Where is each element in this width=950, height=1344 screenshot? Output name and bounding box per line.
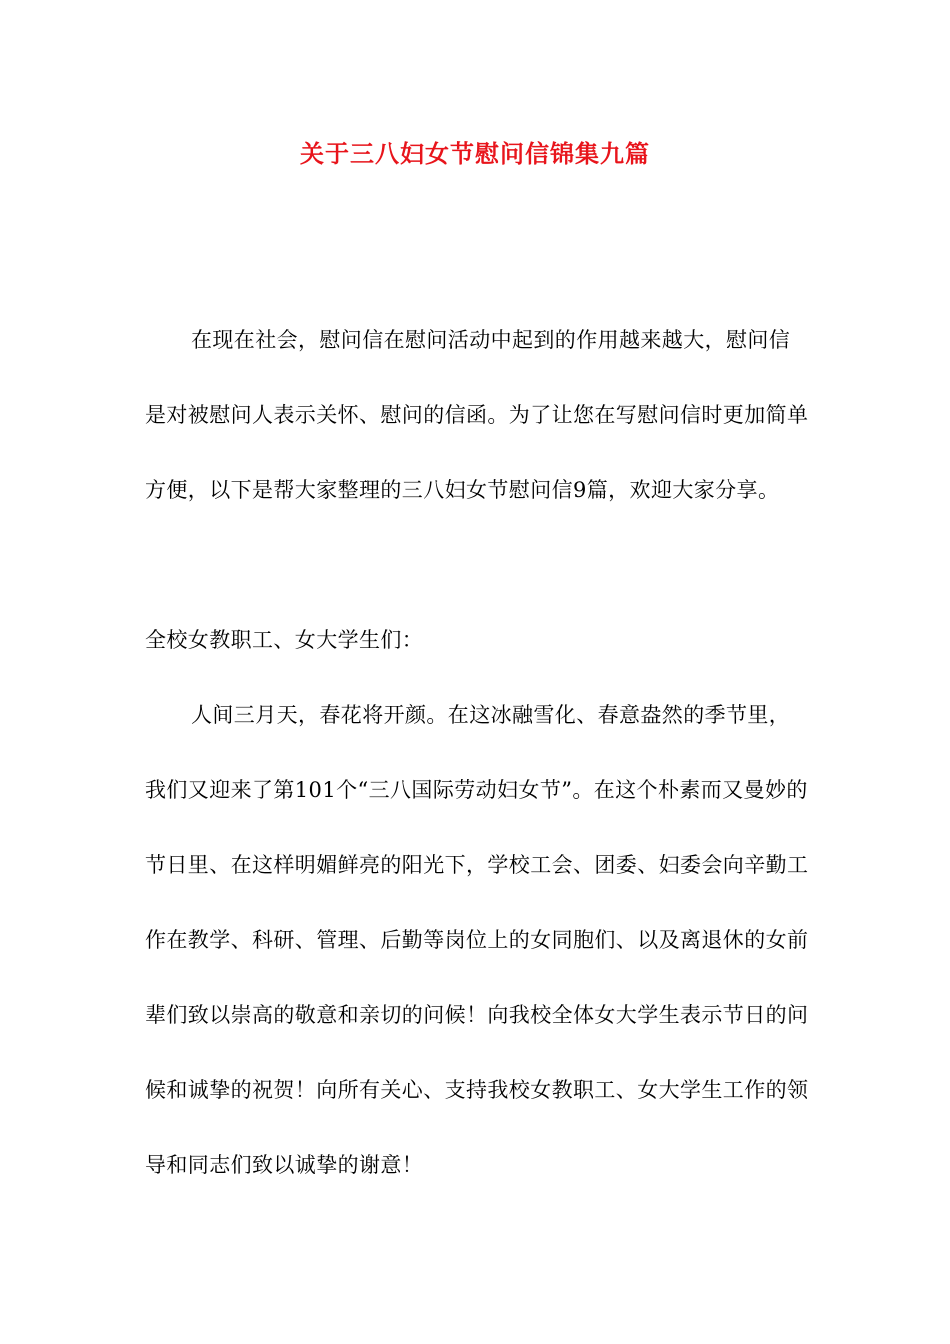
- intro-paragraph: 在现在社会，慰问信在慰问活动中起到的作用越来越大，慰问信是对被慰问人表示关怀、慰问的信函。为了让您在写慰问信时更加简单方便，以下是帮大家整理的三八妇女节慰问信9篇，欢迎大家分享。: [145, 328, 809, 502]
- salutation-line: 全校女教职工、女大学生们：: [145, 628, 424, 652]
- letter-body-paragraph: 人间三月天，春花将开颜。在这冰融雪化、春意盎然的季节里，我们又迎来了第101个“三八国际劳动妇女节”。在这个朴素而又曼妙的节日里、在这样明媚鲜亮的阳光下，学校工会、团委、妇委会向辛勤工作在教学、科研、管理、后勤等岗位上的女同胞们、以及离退休的女前辈们致以崇高的敬意和亲切的问候！向我校全体女大学生表示节日的问候和诚挚的祝贺！向所有关心、支持我校女教职工、女大学生工作的领导和同志们致以诚挚的谢意！: [145, 703, 809, 1177]
- document-title: 关于三八妇女节慰问信锦集九篇: [300, 140, 650, 168]
